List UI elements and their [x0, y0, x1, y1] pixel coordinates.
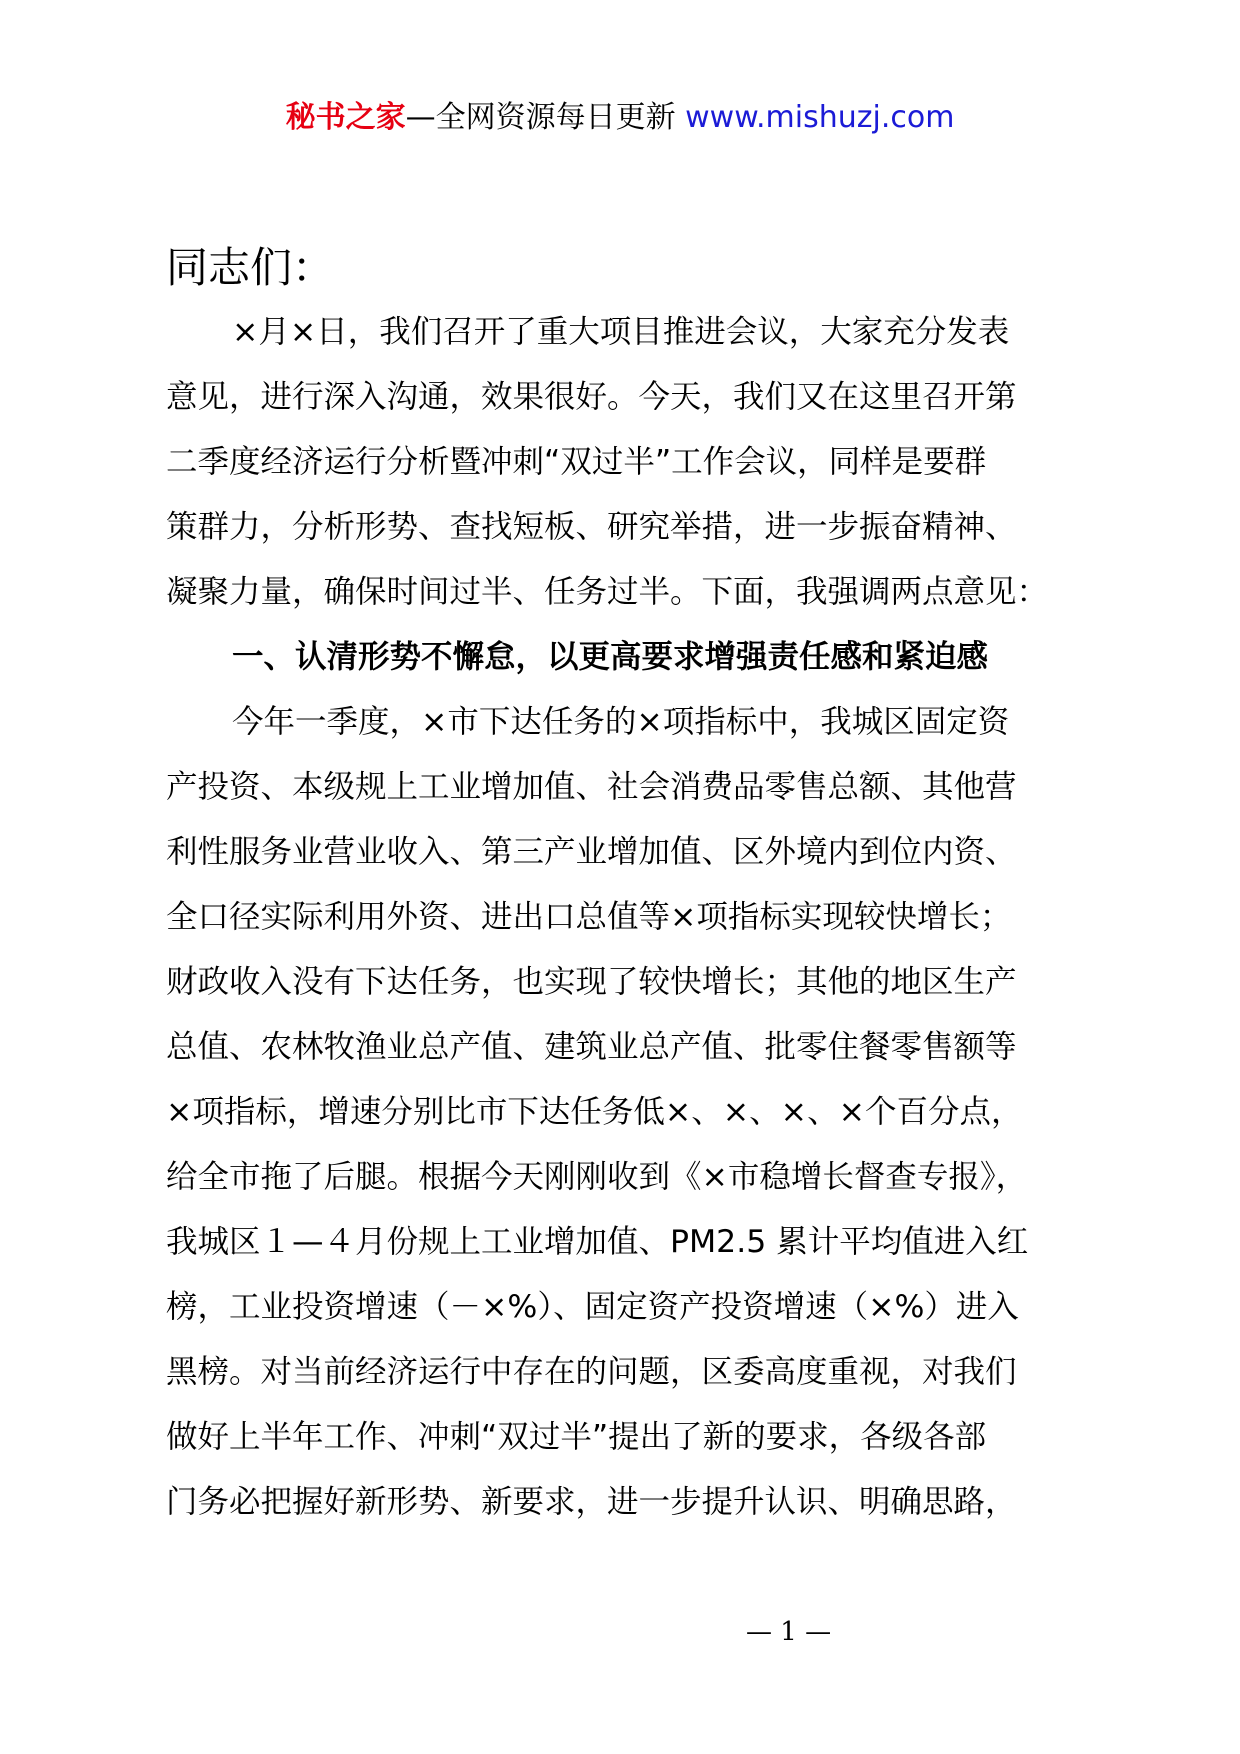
document-body: [166, 300, 1126, 1535]
section-heading: 一、认清形势不懈怠，以更高要求增强责任感和紧迫感: [232, 639, 989, 675]
text-line: 做好上半年工作、冲刺“双过半”提出了新的要求，各级各部: [166, 1419, 987, 1455]
salutation: 同志们：: [166, 243, 335, 292]
header-banner: [0, 96, 1240, 140]
text-line: 产投资、本级规上工业增加值、社会消费品零售总额、其他营: [166, 769, 1017, 805]
text-line: 策群力，分析形势、查找短板、研究举措，进一步振奋精神、: [166, 509, 1017, 545]
page-number: — 1 —: [746, 1617, 832, 1647]
text-line: 总值、农林牧渔业总产值、建筑业总产值、批零住餐零售额等: [166, 1029, 1017, 1065]
text-line: 黑榜。对当前经济运行中存在的问题，区委高度重视，对我们: [166, 1354, 1017, 1390]
text-line: 利性服务业营业收入、第三产业增加值、区外境内到位内资、: [166, 834, 1017, 870]
text-line: 门务必把握好新形势、新要求，进一步提升认识、明确思路，: [166, 1484, 1017, 1520]
text-line: ×月×日，我们召开了重大项目推进会议，大家充分发表: [232, 314, 1010, 350]
brand-name: 秘书之家: [285, 100, 406, 135]
text-line: ×项指标，增速分别比市下达任务低×、×、×、×个百分点，: [166, 1094, 1023, 1130]
text-line: 凝聚力量，确保时间过半、任务过半。下面，我强调两点意见：: [166, 574, 1049, 610]
text-line: 财政收入没有下达任务，也实现了较快增长；其他的地区生产: [166, 964, 1017, 1000]
text-line: 全口径实际利用外资、进出口总值等×项指标实现较快增长；: [166, 899, 1012, 935]
header-slogan: —全网资源每日更新: [405, 100, 676, 135]
text-line: 意见，进行深入沟通，效果很好。今天，我们又在这里召开第: [166, 379, 1017, 415]
text-line: 给全市拖了后腿。根据今天刚刚收到《×市稳增长督查专报》，: [166, 1159, 1028, 1195]
text-line: 今年一季度，×市下达任务的×项指标中，我城区固定资: [232, 704, 1010, 740]
text-line: 我城区１—４月份规上工业增加值、PM2.5 累计平均值进入红: [166, 1224, 1029, 1260]
website-link[interactable]: www.mishuzj.com: [685, 100, 955, 135]
text-line: 二季度经济运行分析暨冲刺“双过半”工作会议，同样是要群: [166, 444, 987, 480]
text-line: 榜，工业投资增速（－×%）、固定资产投资增速（×%）进入: [166, 1289, 1019, 1325]
